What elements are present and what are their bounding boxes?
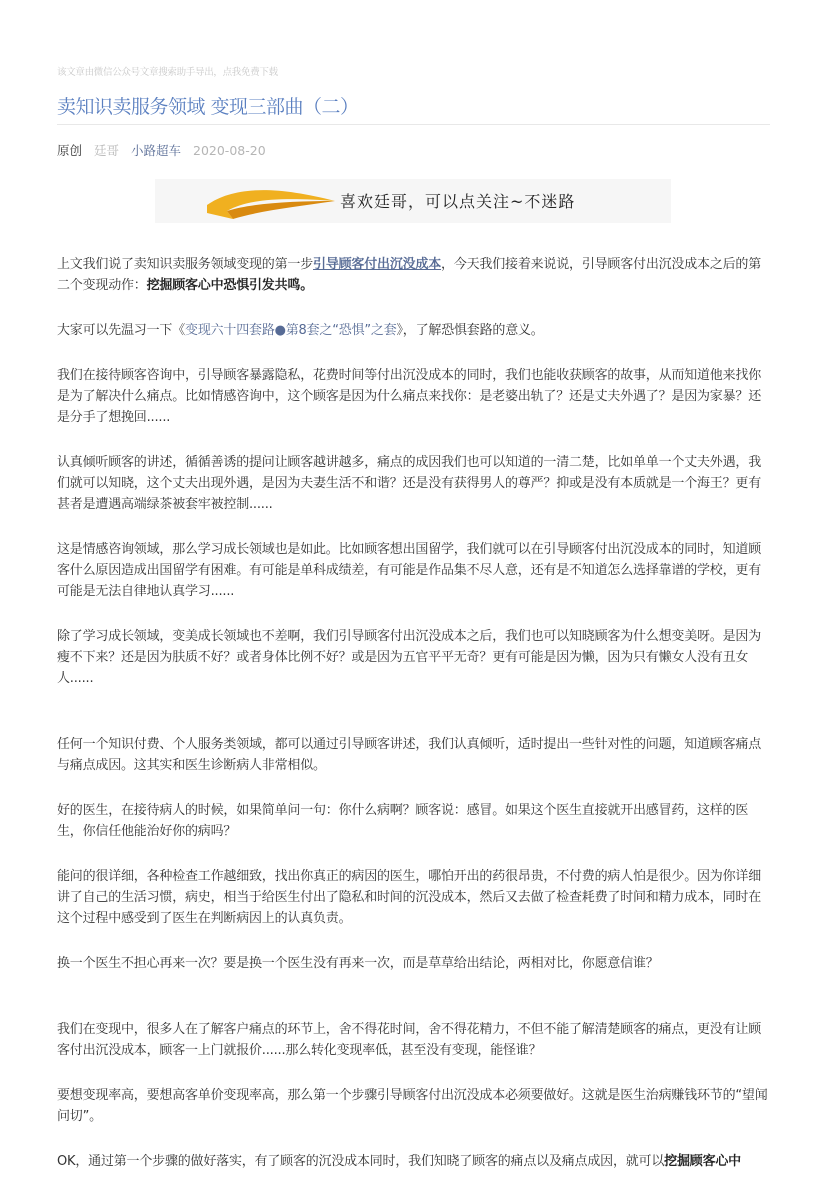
paragraph-9: 能问的很详细，各种检查工作越细致，找出你真正的病因的医生，哪怕开出的药很昂贵，不付费的病人怕是很少。因为你详细讲了自己的生活习惯，病史，相当于给医生付出了隐私和时间的沉没成本，然后又去做了检查耗费了时间和精力成本，同时在这个过程中感受到了医生在判断病因上的认真负责。 xyxy=(57,869,762,926)
paragraph-2-text-a: 大家可以先温习一下《 xyxy=(57,323,186,338)
article-title: 卖知识卖服务领域 变现三部曲（二） xyxy=(57,96,359,118)
paragraph-1-text-b: ，今天我们接着来说说，引导顾客付出沉没成本之后的第二个变现动作： xyxy=(57,257,762,293)
paragraph-1-text-a: 上文我们说了卖知识卖服务领域变现的第一步 xyxy=(57,257,314,272)
account-name-link[interactable]: 小路超车 xyxy=(131,143,182,158)
export-notice-link[interactable]: 该文章由微信公众号文章搜索助手导出，点我免费下载 xyxy=(57,67,278,78)
paragraph-2-text-b: 》，了解恐惧套路的意义。 xyxy=(396,323,544,338)
paragraph-7: 任何一个知识付费、个人服务类领域，都可以通过引导顾客讲述，我们认真倾听，适时提出一些针对性的问题，知道顾客痛点与痛点成因。这其实和医生诊断病人非常相似。 xyxy=(57,737,762,773)
title-divider xyxy=(57,124,770,125)
article-meta xyxy=(57,141,274,159)
sunk-cost-article-link[interactable]: 引导顾客付出沉没成本 xyxy=(313,257,442,272)
paragraph-13-bold: 挖掘顾客心中 xyxy=(664,1154,741,1169)
publish-date: 2020-08-20 xyxy=(193,143,266,158)
paragraph-1-bold: 挖掘顾客心中恐惧引发共鸣。 xyxy=(146,278,314,293)
paragraph-1 xyxy=(57,254,769,296)
paragraph-13-text: OK，通过第一个步骤的做好落实，有了顾客的沉没成本同时，我们知晓了顾客的痛点以及痛点成因，就可以 xyxy=(57,1154,665,1169)
paragraph-11: 我们在变现中，很多人在了解客户痛点的环节上，舍不得花时间，舍不得花精力，不但不能了解清楚顾客的痛点，更没有让顾客付出沉没成本，顾客一上门就报价......那么转化变现率低，甚至没有变现，能怪谁？ xyxy=(57,1022,762,1058)
paragraph-12: 要想变现率高，要想高客单价变现率高，那么第一个步骤引导顾客付出沉没成本必须要做好。这就是医生治病赚钱环节的“望闻问切”。 xyxy=(57,1088,768,1124)
paragraph-3: 我们在接待顾客咨询中，引导顾客暴露隐私，花费时间等付出沉没成本的同时，我们也能收获顾客的故事，从而知道他来找你是为了解决什么痛点。比如情感咨询中，这个顾客是因为什么痛点来找你：是老婆出轨了？还是丈夫外遇了？是因为家暴？还是分手了想挽回...... xyxy=(57,368,762,425)
fear-article-link[interactable]: 变现六十四套路●第8套之“恐惧”之套 xyxy=(185,323,397,338)
banner-text: 喜欢廷哥，可以点关注~不迷路 xyxy=(340,192,576,211)
paragraph-6: 除了学习成长领域，变美成长领域也不差啊，我们引导顾客付出沉没成本之后，我们也可以知晓顾客为什么想变美呀。是因为瘦不下来？还是因为肤质不好？或者身体比例不好？或是因为五官平平无奇？更有可能是因为懒，因为只有懒女人没有丑女人...... xyxy=(57,629,762,686)
paragraph-5: 这是情感咨询领域，那么学习成长领域也是如此。比如顾客想出国留学，我们就可以在引导顾客付出沉没成本的同时，知道顾客什么原因造成出国留学有困难。有可能是单科成绩差，有可能是作品集不尽人意，还有是不知道怎么选择靠谱的学校，更有可能是无法自律地认真学习...... xyxy=(57,542,762,599)
follow-banner xyxy=(155,179,671,223)
paragraph-4: 认真倾听顾客的讲述，循循善诱的提问让顾客越讲越多，痛点的成因我们也可以知道的一清二楚，比如单单一个丈夫外遇，我们就可以知晓，这个丈夫出现外遇，是因为夫妻生活不和谐？还是没有获得男人的尊严？抑或是没有本质就是一个海王？更有甚者是遭遇高端绿茶被套牢被控制...... xyxy=(57,455,762,512)
article-body xyxy=(57,254,769,1196)
author-name: 廷哥 xyxy=(94,143,120,158)
paragraph-2 xyxy=(57,320,769,341)
paragraph-10: 换一个医生不担心再来一次？要是换一个医生没有再来一次，而是草草给出结论，两相对比，你愿意信谁？ xyxy=(57,956,659,971)
original-label: 原创 xyxy=(57,143,83,158)
swoosh-arrow-icon xyxy=(203,179,343,223)
paragraph-8: 好的医生，在接待病人的时候，如果简单问一句：你什么病啊？顾客说：感冒。如果这个医生直接就开出感冒药，这样的医生，你信任他能治好你的病吗？ xyxy=(57,803,749,839)
